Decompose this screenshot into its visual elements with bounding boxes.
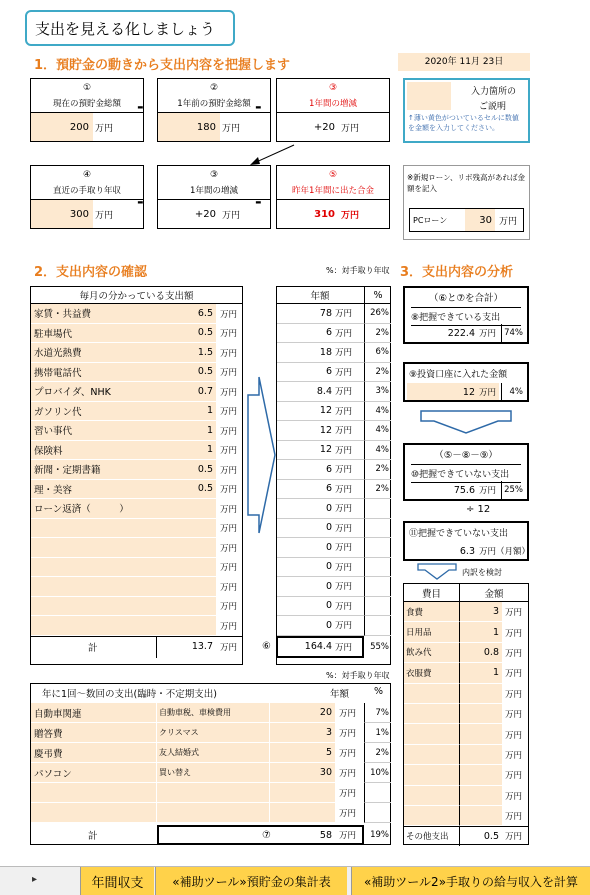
date-cell[interactable]: 2020年 11月 23日 xyxy=(398,53,530,71)
breakdown-item-name[interactable]: 日用品 xyxy=(404,622,460,642)
box-unit: 万円 xyxy=(222,123,241,134)
expense-monthly[interactable] xyxy=(156,597,216,617)
breakdown-item-name[interactable] xyxy=(404,745,460,765)
box-unit: 万円 xyxy=(95,210,114,221)
yearly-unit: 万円 xyxy=(335,363,364,383)
irregular-detail[interactable]: 自動車税、車検費用 xyxy=(157,703,269,723)
breakdown-item-name[interactable]: 飲み代 xyxy=(404,643,460,663)
expense-monthly[interactable] xyxy=(156,577,216,597)
yearly-pct: 2% xyxy=(364,460,391,480)
known-expense-title: （⑥と⑦を合計） xyxy=(428,293,504,304)
yearly-pct: 4% xyxy=(364,421,391,441)
box-value[interactable]: 180 xyxy=(158,113,220,141)
breakdown-th-amount: 金額 xyxy=(460,584,528,602)
yearly-unit: 万円 xyxy=(335,558,364,578)
breakdown-item-unit: 万円 xyxy=(505,648,523,659)
irregular-pct: 7% xyxy=(364,703,391,723)
expense-monthly[interactable]: 0.5 xyxy=(156,480,216,500)
box-label: 1年前の預貯金総額 xyxy=(177,99,251,109)
breakdown-item-unit: 万円 xyxy=(505,771,523,782)
section1-heading: 1．預貯金の動きから支出内容を把握します xyxy=(34,58,291,73)
irregular-name[interactable]: パソコン xyxy=(31,763,156,783)
yearly-pct xyxy=(364,616,391,636)
other-expense-name: その他支出 xyxy=(404,826,460,846)
irregular-unit: 万円 xyxy=(339,789,357,799)
pc-loan-label: PCローン xyxy=(413,215,448,225)
breakdown-item-value[interactable]: 1 xyxy=(460,663,502,683)
analysis-unit: 万円 xyxy=(479,486,497,496)
yearly-value: 12 xyxy=(277,421,335,441)
yearly-unit: 万円 xyxy=(335,402,364,422)
yearly-pct xyxy=(364,499,391,519)
yearly-pct: 3% xyxy=(364,382,391,402)
expense-monthly[interactable] xyxy=(156,519,216,539)
loan-note-box xyxy=(403,165,530,240)
irregular-unit: 万円 xyxy=(339,769,357,779)
breakdown-item-value[interactable] xyxy=(460,786,502,806)
box-label: 直近の手取り年収 xyxy=(52,186,121,196)
expense-unit: 万円 xyxy=(220,621,238,632)
irregular-total-label: 計 xyxy=(88,831,98,842)
expense-unit: 万円 xyxy=(220,543,238,554)
irregular-detail[interactable]: クリスマス xyxy=(157,723,269,743)
breakdown-item-unit: 万円 xyxy=(505,669,523,680)
yearly-value: 6 xyxy=(277,480,335,500)
analysis-pct: 4% xyxy=(509,387,523,397)
breakdown-item-name[interactable] xyxy=(404,684,460,704)
yearly-pct xyxy=(364,519,391,539)
pct-divider xyxy=(501,383,502,400)
yearly-pct xyxy=(364,538,391,558)
yearly-pct: 4% xyxy=(364,402,391,422)
expense-name[interactable] xyxy=(31,538,156,558)
yearly-pct: 2% xyxy=(364,363,391,383)
expense-name[interactable]: 新聞・定期書籍 xyxy=(31,460,156,480)
expense-name[interactable] xyxy=(31,558,156,578)
scroll-next-icon[interactable]: ▸ xyxy=(32,874,38,885)
breakdown-th-item: 費目 xyxy=(404,584,460,602)
yearly-value: 18 xyxy=(277,343,335,363)
irregular-unit: 万円 xyxy=(339,729,357,739)
box-unit: 万円 xyxy=(341,210,360,221)
yearly-value: 8.4 xyxy=(277,382,335,402)
total-pct: 55% xyxy=(370,641,389,652)
input-box-b5 xyxy=(157,165,271,229)
irregular-unit: 万円 xyxy=(339,809,357,819)
irregular-name[interactable] xyxy=(31,803,156,823)
yearly-value: 0 xyxy=(277,558,335,578)
diagonal-arrow-icon xyxy=(248,143,298,168)
pc-loan-row xyxy=(409,208,524,232)
irregular-pct-header: % xyxy=(374,686,384,697)
box-number: ② xyxy=(209,83,219,93)
expense-monthly[interactable]: 1 xyxy=(156,421,216,441)
total-num: ⑥ xyxy=(262,641,271,652)
expense-name[interactable] xyxy=(31,519,156,539)
expense-unit: 万円 xyxy=(220,446,238,457)
unknown-expense-box xyxy=(403,443,529,501)
breakdown-item-unit: 万円 xyxy=(505,710,523,721)
tab-net-income-tool[interactable]: «補助ツール2»手取りの給与収入を計算 xyxy=(351,867,590,895)
irregular-year[interactable]: 5 xyxy=(270,743,335,763)
expense-name[interactable] xyxy=(31,597,156,617)
page-title: 支出を見える化しましょう xyxy=(35,19,216,38)
yearly-unit: 万円 xyxy=(335,480,364,500)
other-expense-value: 0.5 xyxy=(483,830,499,842)
breakdown-item-name[interactable] xyxy=(404,806,460,826)
irregular-year-header: 年額 xyxy=(330,689,350,700)
investment-label: ⑨投資口座に入れた金額 xyxy=(409,370,508,380)
loan-note-text: ※新規ローン、リボ残高があれば金額を記入 xyxy=(407,173,526,194)
irregular-total-num: ⑦ xyxy=(262,829,271,841)
expense-unit: 万円 xyxy=(220,485,238,496)
yearly-value: 0 xyxy=(277,499,335,519)
expense-unit: 万円 xyxy=(220,524,238,535)
breakdown-item-value[interactable] xyxy=(460,745,502,765)
expense-name[interactable]: 家賃・共益費 xyxy=(31,304,156,324)
yearly-unit: 万円 xyxy=(335,460,364,480)
expense-monthly[interactable]: 1.5 xyxy=(156,343,216,363)
yearly-unit: 万円 xyxy=(335,616,364,636)
total-monthly: 13.7 xyxy=(156,636,216,658)
irregular-detail[interactable]: 友人結婚式 xyxy=(157,743,269,763)
expense-unit: 万円 xyxy=(220,407,238,418)
irregular-unit: 万円 xyxy=(339,749,357,759)
pct-note-2: %：対手取り年収 xyxy=(326,671,390,680)
monthly-unknown-label: ⑪把握できていない支出 xyxy=(409,529,509,539)
down-arrow-icon xyxy=(416,409,516,435)
note-title-2: ご説明 xyxy=(479,102,507,112)
yearly-pct xyxy=(364,597,391,617)
breakdown-item-value[interactable]: 3 xyxy=(460,602,502,622)
monthly-unknown-box xyxy=(403,521,529,561)
irregular-header: 年に1回～数回の支出(臨時・不定期支出) xyxy=(42,689,217,700)
pc-loan-value[interactable]: 30 xyxy=(465,209,495,231)
expense-monthly[interactable]: 0.5 xyxy=(156,460,216,480)
breakdown-item-name[interactable]: 食費 xyxy=(404,602,460,622)
yearly-unit: 万円 xyxy=(335,519,364,539)
tab-annual-balance[interactable]: 年間収支 xyxy=(80,867,154,895)
input-box-b1 xyxy=(30,78,144,142)
yearly-value: 0 xyxy=(277,538,335,558)
breakdown-item-unit: 万円 xyxy=(505,750,523,761)
irregular-detail[interactable] xyxy=(157,783,269,803)
breakdown-item-unit: 万円 xyxy=(505,730,523,741)
page-title-box xyxy=(25,10,235,46)
irregular-pct: 1% xyxy=(364,723,391,743)
irregular-pct xyxy=(364,803,391,823)
irregular-pct: 10% xyxy=(364,763,391,783)
box-value: 310 xyxy=(314,208,335,220)
expense-name[interactable]: 駐車場代 xyxy=(31,324,156,344)
minus-sign: - xyxy=(137,97,144,116)
breakdown-item-value[interactable]: 0.8 xyxy=(460,643,502,663)
breakdown-item-unit: 万円 xyxy=(505,628,523,639)
minus-sign: - xyxy=(255,97,262,116)
total-unit: 万円 xyxy=(220,642,238,653)
breakdown-item-value[interactable] xyxy=(460,704,502,724)
pct-note: %：対手取り年収 xyxy=(326,266,390,275)
minus-sign: - xyxy=(137,192,144,211)
note-text: ↑薄い黄色がついているセルに数値を金額を入力してください。 xyxy=(408,114,519,132)
yearly-value: 12 xyxy=(277,402,335,422)
divide-by-12: ÷ 12 xyxy=(466,504,491,515)
section2-heading: 2．支出内容の確認 xyxy=(34,265,148,280)
breakdown-item-unit: 万円 xyxy=(505,791,523,802)
expense-monthly[interactable] xyxy=(156,558,216,578)
yearly-unit: 万円 xyxy=(335,538,364,558)
breakdown-item-unit: 万円 xyxy=(505,812,523,823)
expense-unit: 万円 xyxy=(220,582,238,593)
irregular-pct xyxy=(364,783,391,803)
irregular-detail[interactable]: 買い替え xyxy=(157,763,269,783)
irregular-year[interactable] xyxy=(270,803,335,823)
expense-unit: 万円 xyxy=(220,465,238,476)
yearly-pct: 6% xyxy=(364,343,391,363)
box-value[interactable]: 300 xyxy=(31,200,93,228)
expense-monthly[interactable]: 0.7 xyxy=(156,382,216,402)
expense-name[interactable]: ローン返済（ ） xyxy=(31,499,156,519)
expense-name[interactable]: 習い事代 xyxy=(31,421,156,441)
expense-name[interactable]: プロバイダ、NHK xyxy=(31,382,156,402)
analysis-value: 12 xyxy=(462,386,475,398)
known-expense-label: ⑧把握できている支出 xyxy=(411,307,521,326)
yearly-unit: 万円 xyxy=(335,597,364,617)
yearly-value: 0 xyxy=(277,616,335,636)
yearly-pct: 26% xyxy=(364,304,391,324)
yearly-pct xyxy=(364,577,391,597)
box-label: 昨年1年間に出た合金 xyxy=(292,186,374,196)
breakdown-item-value[interactable]: 1 xyxy=(460,622,502,642)
expense-unit: 万円 xyxy=(220,426,238,437)
expense-unit: 万円 xyxy=(220,309,238,320)
box-number: ③ xyxy=(328,83,338,93)
pc-loan-unit: 万円 xyxy=(499,216,518,227)
right-arrow-icon xyxy=(245,375,277,535)
box-label: 1年間の増減 xyxy=(309,99,357,109)
expense-unit: 万円 xyxy=(220,602,238,613)
irregular-name[interactable]: 慶弔費 xyxy=(31,743,156,763)
irregular-pct: 2% xyxy=(364,743,391,763)
section3-heading: 3．支出内容の分析 xyxy=(400,265,514,280)
total-yearly: 164.4 xyxy=(304,641,332,652)
sample-input-swatch xyxy=(407,82,451,110)
box-value[interactable]: 200 xyxy=(31,113,93,141)
tab-savings-tool[interactable]: «補助ツール»預貯金の集計表 xyxy=(155,867,347,895)
input-box-b2 xyxy=(157,78,271,142)
unknown-expense-title: （⑤－⑧－⑨） xyxy=(434,450,498,461)
yearly-value: 12 xyxy=(277,441,335,461)
input-box-b6 xyxy=(276,165,390,229)
expense-monthly[interactable]: 0.5 xyxy=(156,363,216,383)
expense-monthly[interactable] xyxy=(156,616,216,636)
box-label: 現在の預貯金総額 xyxy=(52,99,121,109)
expense-unit: 万円 xyxy=(220,387,238,398)
irregular-total-year: 58 xyxy=(319,829,332,841)
minus-sign: - xyxy=(255,192,262,211)
down-arrow-icon xyxy=(415,563,459,581)
yearly-pct: 2% xyxy=(364,480,391,500)
expense-monthly[interactable] xyxy=(156,499,216,519)
yearly-value: 6 xyxy=(277,363,335,383)
breakdown-item-name[interactable] xyxy=(404,765,460,785)
expense-unit: 万円 xyxy=(220,329,238,340)
yearly-pct: 2% xyxy=(364,324,391,344)
yearly-value: 78 xyxy=(277,304,335,324)
input-box-b4 xyxy=(30,165,144,229)
irregular-unit: 万円 xyxy=(339,709,357,719)
breakdown-item-value[interactable] xyxy=(460,684,502,704)
analysis-pct: 25% xyxy=(504,485,523,495)
irregular-detail[interactable] xyxy=(157,803,269,823)
yearly-value: 0 xyxy=(277,577,335,597)
irregular-year[interactable] xyxy=(270,783,335,803)
analysis-unit: 万円 xyxy=(479,329,497,339)
input-explanation-box xyxy=(403,78,530,143)
irregular-name[interactable] xyxy=(31,783,156,803)
expense-monthly[interactable]: 6.5 xyxy=(156,304,216,324)
box-value: +20 xyxy=(194,208,216,220)
yearly-pct xyxy=(364,558,391,578)
pct-divider xyxy=(501,481,502,499)
box-number: ① xyxy=(82,83,92,93)
monthly-unknown-unit: 万円（月額） xyxy=(479,547,531,557)
expense-monthly[interactable]: 1 xyxy=(156,441,216,461)
pct-header: % xyxy=(364,287,391,304)
expense-unit: 万円 xyxy=(220,563,238,574)
breakdown-item-value[interactable] xyxy=(460,724,502,744)
expense-unit: 万円 xyxy=(220,368,238,379)
irregular-name[interactable]: 贈答費 xyxy=(31,723,156,743)
yearly-value: 0 xyxy=(277,519,335,539)
breakdown-item-name[interactable] xyxy=(404,786,460,806)
unknown-expense-label: ⑩把握できていない支出 xyxy=(411,464,521,483)
known-expense-box xyxy=(403,286,529,344)
expense-unit: 万円 xyxy=(220,348,238,359)
analysis-pct: 74% xyxy=(504,328,523,338)
pct-divider xyxy=(501,324,502,342)
analysis-value: 222.4 xyxy=(447,327,475,339)
monthly-unknown-value: 6.3 xyxy=(459,545,475,557)
breakdown-item-value[interactable] xyxy=(460,806,502,826)
box-number: ③ xyxy=(209,170,219,180)
yearly-value: 6 xyxy=(277,324,335,344)
irregular-year[interactable]: 20 xyxy=(270,703,335,723)
expense-name[interactable]: 理・美容 xyxy=(31,480,156,500)
other-expense-unit: 万円 xyxy=(505,832,523,843)
total-yearly-unit: 万円 xyxy=(335,642,353,653)
yearly-unit: 万円 xyxy=(335,441,364,461)
breakdown-item-name[interactable] xyxy=(404,704,460,724)
expense-monthly[interactable]: 1 xyxy=(156,402,216,422)
box-number: ④ xyxy=(82,170,92,180)
yearly-unit: 万円 xyxy=(335,421,364,441)
monthly-table-header: 毎月の分かっている支出額 xyxy=(30,287,243,304)
expense-monthly[interactable] xyxy=(156,538,216,558)
yearly-pct: 4% xyxy=(364,441,391,461)
note-title: 入力箇所の xyxy=(471,87,517,97)
expense-name[interactable]: 保険料 xyxy=(31,441,156,461)
expense-name[interactable]: 携帯電話代 xyxy=(31,363,156,383)
expense-name[interactable]: 水道光熱費 xyxy=(31,343,156,363)
box-unit: 万円 xyxy=(341,123,360,134)
year-header: 年額 xyxy=(276,287,364,304)
yearly-unit: 万円 xyxy=(335,304,364,324)
yearly-unit: 万円 xyxy=(335,324,364,344)
box-unit: 万円 xyxy=(95,123,114,134)
yearly-unit: 万円 xyxy=(335,382,364,402)
yearly-value: 0 xyxy=(277,597,335,617)
breakdown-item-unit: 万円 xyxy=(505,608,523,619)
irregular-year[interactable]: 30 xyxy=(270,763,335,783)
irregular-total-unit: 万円 xyxy=(339,831,357,841)
box-unit: 万円 xyxy=(222,210,241,221)
breakdown-item-value[interactable] xyxy=(460,765,502,785)
expense-name[interactable] xyxy=(31,616,156,636)
yearly-unit: 万円 xyxy=(335,499,364,519)
breakdown-item-unit: 万円 xyxy=(505,689,523,700)
breakdown-note: 内訳を検討 xyxy=(462,568,502,577)
yearly-value: 6 xyxy=(277,460,335,480)
analysis-unit: 万円 xyxy=(479,388,497,398)
breakdown-item-name[interactable] xyxy=(404,724,460,744)
box-label: 1年間の増減 xyxy=(190,186,238,196)
input-box-b3 xyxy=(276,78,390,142)
investment-box xyxy=(403,362,529,402)
yearly-unit: 万円 xyxy=(335,343,364,363)
irregular-total-pct: 19% xyxy=(370,830,389,840)
expense-name[interactable] xyxy=(31,577,156,597)
box-value: +20 xyxy=(313,121,335,133)
breakdown-item-name[interactable]: 衣服費 xyxy=(404,663,460,683)
expense-unit: 万円 xyxy=(220,504,238,515)
irregular-name[interactable]: 自動車関連 xyxy=(31,703,156,723)
box-number: ⑤ xyxy=(328,170,338,180)
irregular-year[interactable]: 3 xyxy=(270,723,335,743)
analysis-value: 75.6 xyxy=(453,484,475,496)
total-label: 計 xyxy=(88,642,98,654)
yearly-unit: 万円 xyxy=(335,577,364,597)
expense-name[interactable]: ガソリン代 xyxy=(31,402,156,422)
expense-monthly[interactable]: 0.5 xyxy=(156,324,216,344)
